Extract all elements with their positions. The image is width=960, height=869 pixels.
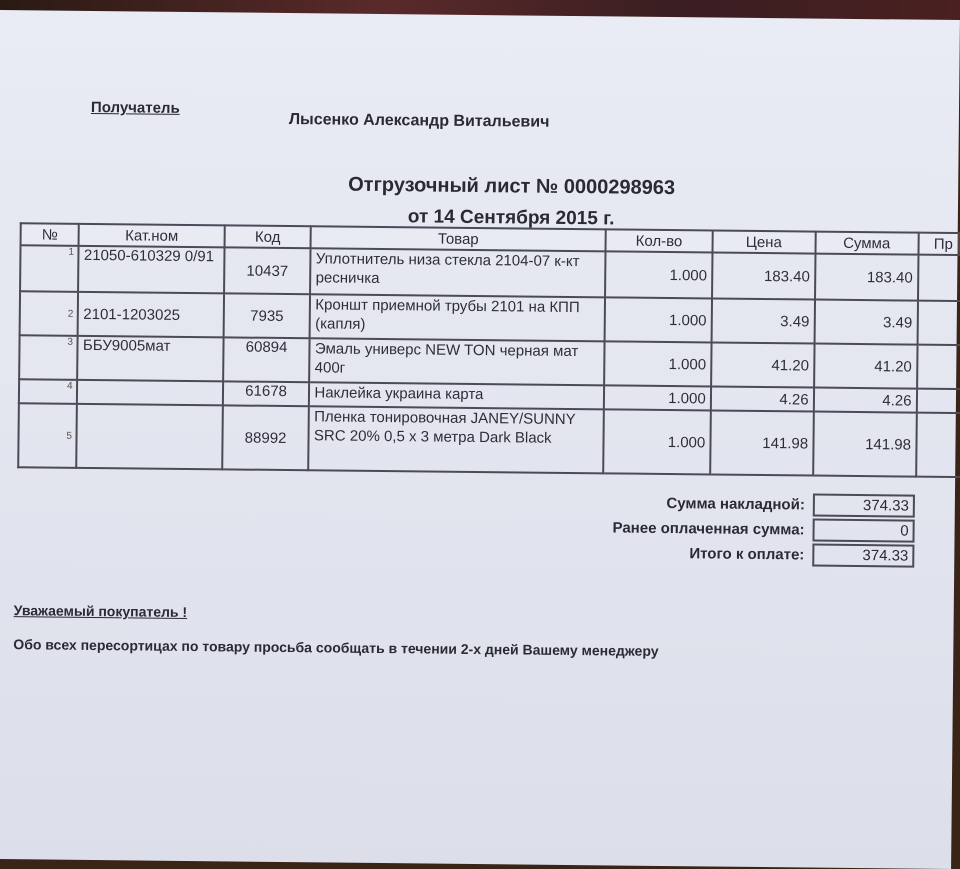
header-code: Код <box>224 225 311 248</box>
row-sum: 3.49 <box>814 300 917 345</box>
row-name: Эмаль универс NEW TON черная мат 400г <box>310 338 605 385</box>
row-price: 3.49 <box>711 298 814 343</box>
row-qty: 1.000 <box>603 409 711 474</box>
row-qty: 1.000 <box>604 341 711 386</box>
prepaid-label: Ранее оплаченная сумма: <box>612 519 805 539</box>
document-title: Отгрузочный лист № 0000298963 <box>348 173 676 200</box>
row-num: 4 <box>19 379 78 404</box>
row-price: 141.98 <box>710 410 814 475</box>
document-date: от 14 Сентября 2015 г. <box>407 206 615 230</box>
row-code: 7935 <box>223 293 310 338</box>
row-code: 61678 <box>223 381 310 406</box>
row-cat: 2101-1203025 <box>78 292 224 338</box>
header-cat: Кат.ном <box>79 224 224 248</box>
row-price: 41.20 <box>711 342 814 387</box>
row-num: 1 <box>20 245 79 292</box>
row-num: 3 <box>19 335 78 380</box>
row-pr <box>917 301 960 346</box>
amount-due-label: Итого к оплате: <box>689 545 805 564</box>
header-sum: Сумма <box>815 232 918 255</box>
header-pr: Пр <box>918 233 960 256</box>
totals-block <box>434 489 915 569</box>
header-price: Цена <box>712 230 815 253</box>
notice-title: Уважаемый покупатель ! <box>13 602 188 620</box>
items-table <box>17 222 960 478</box>
row-pr <box>918 255 960 302</box>
header-qty: Кол-во <box>605 229 712 252</box>
row-pr <box>916 413 960 478</box>
notice-text: Обо всех пересортицах по товару просьба сообщать в течении 2-х дней Вашему менеджеру <box>13 636 659 659</box>
recipient-name: Лысенко Александр Витальевич <box>288 111 550 131</box>
row-name: Кроншт приемной трубы 2101 на КПП (капля) <box>310 294 605 341</box>
row-qty: 1.000 <box>604 385 711 410</box>
row-pr <box>917 345 960 390</box>
row-price: 4.26 <box>711 386 814 411</box>
table-row <box>18 403 960 477</box>
row-code: 10437 <box>224 247 311 294</box>
row-sum: 183.40 <box>815 254 918 301</box>
prepaid-value: 0 <box>812 519 914 543</box>
row-sum: 141.98 <box>813 412 917 477</box>
amount-due-value: 374.33 <box>812 544 914 568</box>
row-qty: 1.000 <box>605 251 712 298</box>
row-qty: 1.000 <box>604 297 711 342</box>
row-code: 60894 <box>223 337 310 382</box>
row-cat: ББУ9005мат <box>78 336 224 382</box>
row-sum: 41.20 <box>814 344 917 389</box>
row-sum: 4.26 <box>813 388 916 413</box>
row-num: 5 <box>18 403 77 468</box>
invoice-total-value: 374.33 <box>813 494 915 518</box>
header-num: № <box>21 223 80 246</box>
shipping-sheet <box>0 10 960 869</box>
row-code: 88992 <box>222 405 309 470</box>
amount-due-row <box>434 539 914 569</box>
row-cat <box>77 404 223 470</box>
row-cat <box>77 380 222 406</box>
row-name: Наклейка украина карта <box>309 382 604 409</box>
row-pr <box>916 389 960 414</box>
row-price: 183.40 <box>712 252 815 299</box>
header-name: Товар <box>311 226 606 251</box>
row-num: 2 <box>20 291 79 336</box>
invoice-total-label: Сумма накладной: <box>666 495 805 514</box>
recipient-label: Получатель <box>90 98 180 117</box>
row-name: Уплотнитель низа стекла 2104-07 к-кт ресничка <box>310 248 605 297</box>
row-cat: 21050-610329 0/91 <box>79 246 225 294</box>
row-name: Пленка тонировочная JANEY/SUNNY SRC 20% 0,5 х 3 метра Dark Black <box>309 406 604 473</box>
